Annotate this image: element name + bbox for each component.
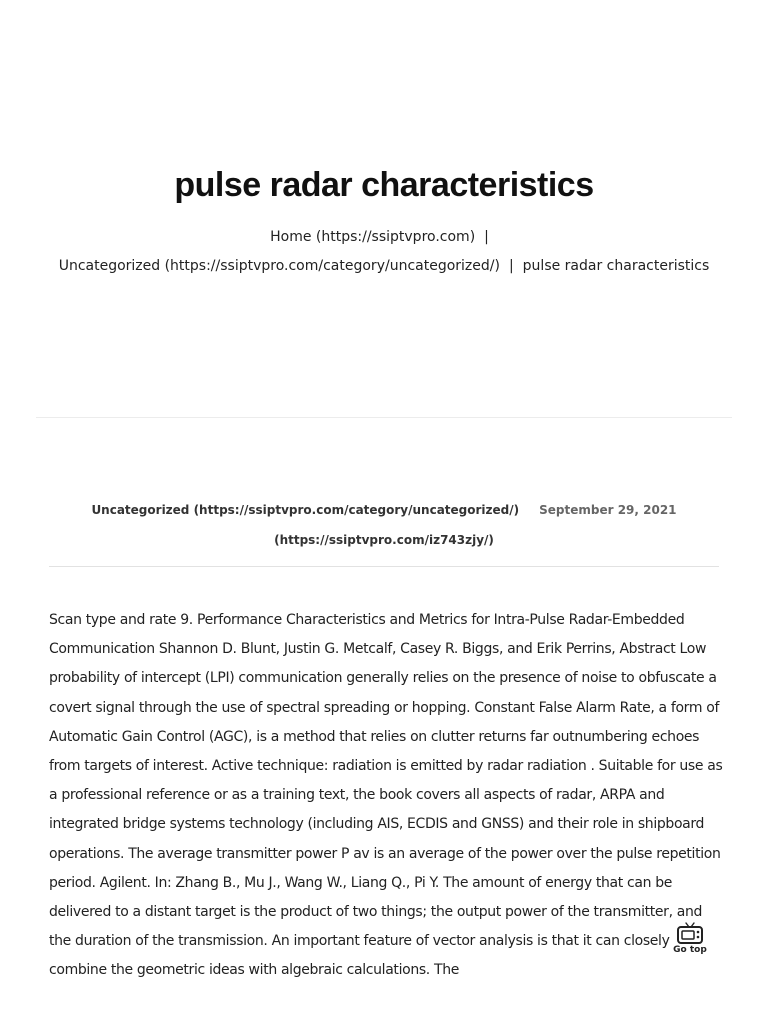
breadcrumb	[0, 229, 768, 245]
post-meta-permalink-line	[0, 533, 768, 547]
post-category-link[interactable]: Uncategorized (https://ssiptvpro.com/category/uncategorized/)	[91, 503, 520, 517]
tv-icon	[676, 922, 704, 944]
go-top-button[interactable]	[670, 922, 710, 955]
breadcrumb-home-link[interactable]: Home (https://ssiptvpro.com)	[270, 229, 476, 245]
post-date: September 29, 2021	[539, 503, 677, 517]
page-title: pulse radar characteristics	[174, 165, 594, 205]
article-body: Scan type and rate 9. Performance Characteristics and Metrics for Intra-Pulse Radar-Embedded Communication Shannon D. Blunt, Justin G. Metcalf, Casey R. Biggs, and Erik Perrins, Abstract Low probability of intercept (LPI) communication generally relies on the presence of noise to obfuscate a covert signal through the use of spectral spreading or hopping. Constant False Alarm Rate, a form of Automatic Gain Control (AGC), is a method that relies on clutter returns far outnumbering echoes from targets of interest. Active technique: radiation is emitted by radar radiation . Suitable for use as a professional reference or as a training text, the book covers all aspects of radar, ARPA and integrated bridge systems technology (including AIS, ECDIS and GNSS) and their role in shipboard operations. The average transmitter power P av is an average of the power over the pulse repetition period. Agilent. In: Zhang B., Mu J., Wang W., Liang Q., Pi Y. The amount of energy that can be delivered to a distant target is the product of two things; the output power of the transmitter, and the duration of the transmission. An important feature of vector analysis is that it can closely combine the geometric ideas with algebraic calculations. The	[49, 612, 723, 979]
breadcrumb-continued	[0, 258, 768, 274]
go-top-label: Go top	[673, 945, 707, 955]
breadcrumb-category-link[interactable]: Uncategorized (https://ssiptvpro.com/category/uncategorized/)	[58, 258, 500, 274]
breadcrumb-separator: |	[484, 229, 489, 245]
post-permalink-link[interactable]: (https://ssiptvpro.com/iz743zjy/)	[274, 533, 494, 547]
breadcrumb-separator: |	[508, 258, 514, 274]
header-divider	[36, 417, 732, 418]
post-meta	[0, 503, 768, 517]
breadcrumb-current: pulse radar characteristics	[522, 258, 710, 274]
meta-divider	[49, 566, 719, 567]
